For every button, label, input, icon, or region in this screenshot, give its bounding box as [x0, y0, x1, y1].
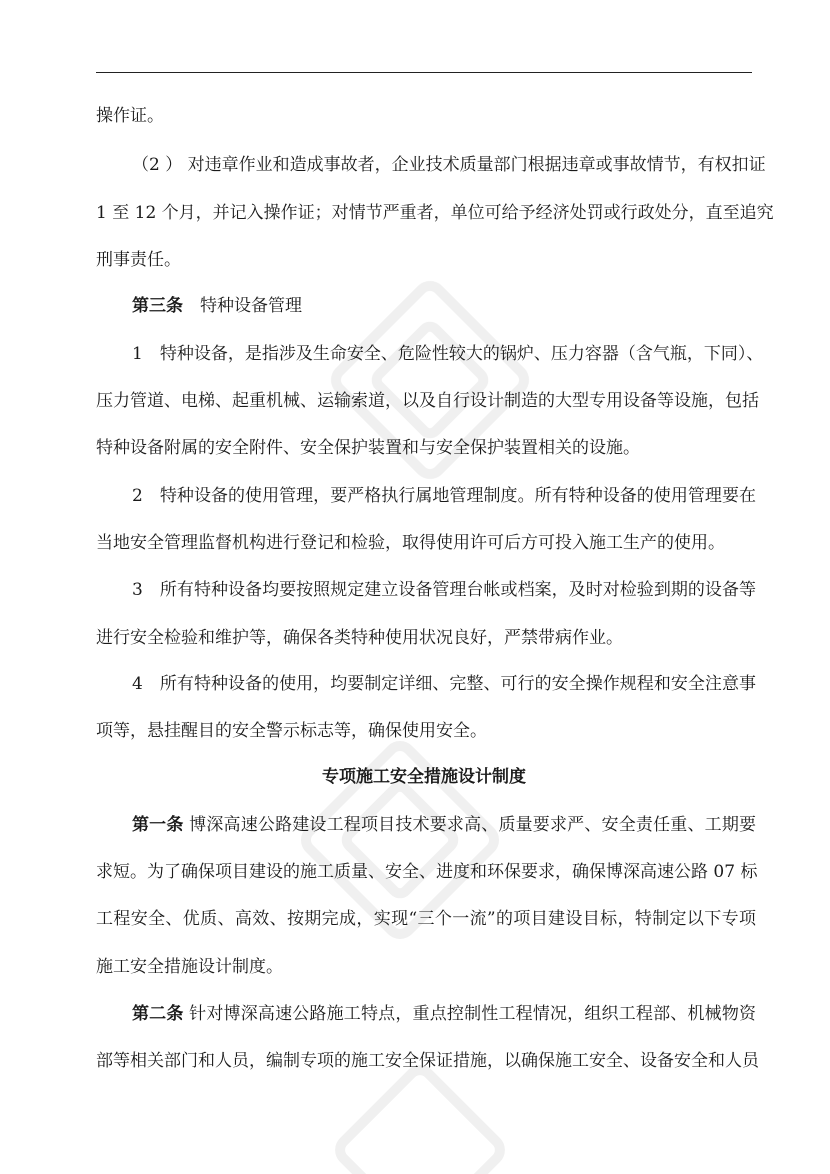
text-line: 求短。为了确保项目建设的施工质量、安全、进度和环保要求，确保博深高速公路 07 标	[96, 862, 758, 882]
text-line: 3 所有特种设备均要按照规定建立设备管理台帐或档案，及时对检验到期的设备等	[132, 580, 756, 600]
article-heading: 第二条 针对博深高速公路施工特点，重点控制性工程情况，组织工程部、机械物资	[132, 1004, 757, 1024]
text-line: 1 特种设备，是指涉及生命安全、危险性较大的锅炉、压力容器（含气瓶，下同）、	[132, 344, 764, 364]
text-line: 特种设备附属的安全附件、安全保护装置和与安全保护装置相关的设施。	[96, 438, 640, 458]
header-rule	[96, 72, 752, 73]
article-number: 第三条	[132, 296, 183, 316]
text-line: 4 所有特种设备的使用，均要制定详细、完整、可行的安全操作规程和安全注意事	[132, 674, 756, 694]
text-line: 进行安全检验和维护等，确保各类特种使用状况良好，严禁带病作业。	[96, 628, 623, 648]
text-line: 施工安全措施设计制度。	[96, 957, 283, 977]
text-line: 刑事责任。	[96, 250, 181, 270]
article-heading: 第一条 博深高速公路建设工程项目技术要求高、质量要求严、安全责任重、工期要	[132, 815, 757, 835]
text-line: 部等相关部门和人员，编制专项的施工安全保证措施，以确保施工安全、设备安全和人员	[96, 1051, 759, 1071]
article-heading: 第三条 特种设备管理	[132, 296, 302, 316]
text-line: （2 ） 对违章作业和造成事故者，企业技术质量部门根据违章或事故情节，有权扣证	[132, 155, 766, 175]
text-line: 当地安全管理监督机构进行登记和检验，取得使用许可后方可投入施工生产的使用。	[96, 533, 725, 553]
article-number: 第一条	[132, 815, 184, 835]
text-line: 工程安全、优质、高效、按期完成，实现“三个一流”的项目建设目标，特制定以下专项	[96, 909, 756, 929]
text-line: 2 特种设备的使用管理，要严格执行属地管理制度。所有特种设备的使用管理要在	[132, 486, 756, 506]
text-line: 压力管道、电梯、起重机械、运输索道，以及自行设计制造的大型专用设备等设施，包括	[96, 391, 759, 411]
section-title: 专项施工安全措施设计制度	[322, 767, 526, 787]
text-line: 操作证。	[96, 106, 164, 126]
text-line: 1 至 12 个月，并记入操作证；对情节严重者，单位可给予经济处罚或行政处分，直至追究	[96, 203, 774, 223]
text-line: 项等，悬挂醒目的安全警示标志等，确保使用安全。	[96, 721, 487, 741]
article-number: 第二条	[132, 1004, 184, 1024]
